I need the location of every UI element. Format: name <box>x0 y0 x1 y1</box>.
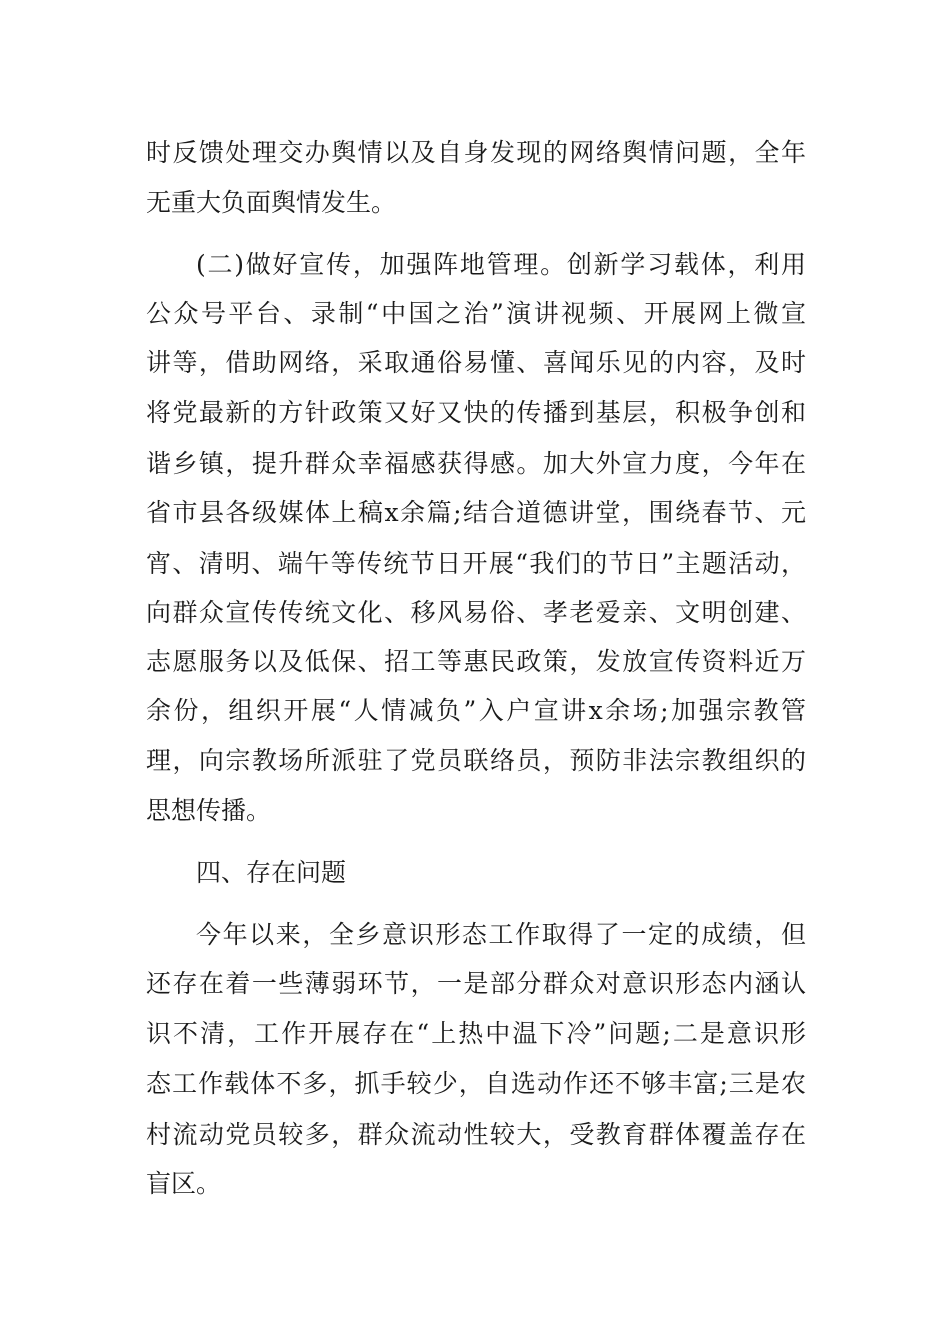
text-line: 识不清，工作开展存在“上热中温下冷”问题;二是意识形 <box>146 1019 806 1048</box>
text-line: 思想传播。 <box>146 796 272 825</box>
section-heading: 四、存在问题 <box>196 858 347 887</box>
text-line: 时反馈处理交办舆情以及自身发现的网络舆情问题，全年 <box>146 138 806 167</box>
text-line: 志愿服务以及低保、招工等惠民政策，发放宣传资料近万 <box>146 647 806 676</box>
text-line: 向群众宣传传统文化、移风易俗、孝老爱亲、文明创建、 <box>146 598 806 627</box>
text-line: 省市县各级媒体上稿x余篇;结合道德讲堂，围绕春节、元 <box>146 498 806 527</box>
text-line: 宵、清明、端午等传统节日开展“我们的节日”主题活动， <box>146 549 806 578</box>
text-line: (二)做好宣传，加强阵地管理。创新学习载体，利用 <box>196 250 806 279</box>
text-line: 将党最新的方针政策又好又快的传播到基层，积极争创和 <box>146 398 806 427</box>
text-line: 盲区。 <box>146 1169 222 1198</box>
text-line: 今年以来，全乡意识形态工作取得了一定的成绩，但 <box>196 920 806 949</box>
text-line: 余份，组织开展“人情减负”入户宣讲x余场;加强宗教管 <box>146 696 806 725</box>
text-line: 理，向宗教场所派驻了党员联络员，预防非法宗教组织的 <box>146 746 806 775</box>
text-line: 态工作载体不多，抓手较少，自选动作还不够丰富;三是农 <box>146 1069 806 1098</box>
text-line: 谐乡镇，提升群众幸福感获得感。加大外宣力度，今年在 <box>146 449 806 478</box>
text-line: 公众号平台、录制“中国之治”演讲视频、开展网上微宣 <box>146 299 806 328</box>
text-line: 村流动党员较多，群众流动性较大，受教育群体覆盖存在 <box>146 1120 806 1149</box>
text-line: 还存在着一些薄弱环节，一是部分群众对意识形态内涵认 <box>146 969 806 998</box>
text-line: 讲等，借助网络，采取通俗易懂、喜闻乐见的内容，及时 <box>146 348 806 377</box>
text-line: 无重大负面舆情发生。 <box>146 188 397 217</box>
